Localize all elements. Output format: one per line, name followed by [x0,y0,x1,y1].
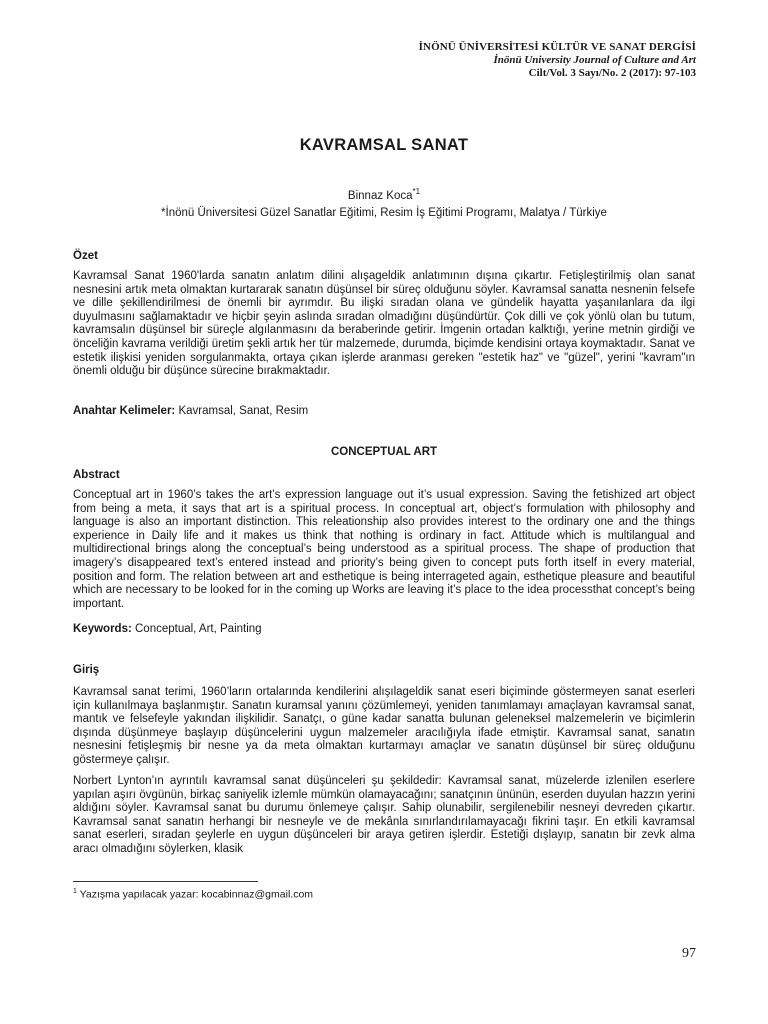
author-name: Binnaz Koca [347,189,413,202]
giris-section [73,664,695,676]
ozet-keywords-value: Kavramsal, Sanat, Resim [175,405,309,417]
affiliation: *İnönü Üniversitesi Güzel Sanatlar Eğitimi, Resim İş Eğitimi Programı, Malatya / Türkiye [161,207,607,219]
page-number: 97 [682,946,696,961]
abstract-text: Conceptual art in 1960’s takes the art’s expression language out it’s usual expression. Saving the fetishized art object from being a meta, it says that art is a spiritual process. In conceptual art, object’s formulation with philosophy and language is also an important distinction. This releationship also provides interest to the ordinary one and the things experience in Daily life and it makes us think that nothing is ordinary in fact. Attitude which is multilangual and multidirectional brings along the conceptual’s being understood as a spiritual process. The shape of production that imagery’s disappeared text’s entered instead and priority’s being given to concept puts forth itself in every material, position and form. The relation between art and esthetique is being interrageted again, esthetique pleasure and beautiful which are necessary to be looked for in the coming up Works are leaving it’s place to the idea processthat concept’s being important. [73,489,695,610]
paper-title: KAVRAMSAL SANAT [299,136,469,154]
ozet-section [73,250,695,262]
english-title: CONCEPTUAL ART [330,446,438,458]
ozet-keywords [73,405,695,417]
ozet-keywords-label: Anahtar Kelimeler: [73,405,176,417]
journal-name-en: İnönü University Journal of Culture and Art [493,54,696,66]
giris-heading: Giriş [73,664,100,676]
abstract-keywords [73,623,695,635]
ozet-text: Kavramsal Sanat 1960'larda sanatın anlatım dilini alışageldik anlatımının dışına çıkartır. Fetişleştirilmiş olan sanat nesnesini artık meta olmaktan kurtararak sanatın düşünsel bir süreç olduğunu söyler. Kavramsal sanatta nesnenin felsefe ve dille şekillendirilmesi de önemli bir ayrımdır. Bu ilişki sıradan olana ve gündelik hayatta yaşanılanlara da ilgi duyulmasını sağlamaktadır ve hiçbir şeyin aslında sıradan olmadığını düşündürtür. Çok dilli ve çok yönlü olan bu tutum, kavramsalın düşünsel bir süreçle algılanmasını da beraberinde getirir. İmgenin ortadan kalktığı, yerine metnin girdiği ve önceliğin kavrama verildiği üretim şekli artık her tür malzemede, durumda, biçimde kendisini ortaya koymaktadır. Sanat ve estetik ilişkisi yeniden sorgulanmakta, ortaya çıkan işlerde aranması gereken "estetik haz" ve "güzel", yerini "kavram"ın önemli olduğu bir düşünce sürecine bırakmaktadır. [73,270,695,378]
abstract-heading: Abstract [73,469,120,481]
giris-paragraph-1: Kavramsal sanat terimi, 1960’ların ortalarında kendilerini alışılageldik sanat eseri biçiminde göstermeyen sanat eserleri için kullanılmaya başlanmıştır. Sanatın kuramsal yanını çözümlemeyi, yeniden tanımlamayı amaçlayan kavramsal sanat, mantık ve felsefeyle yakından ilişkilidir. Sanatçı, o güne kadar sanatta bulunan geleneksel malzemelerin ve biçimlerin dışında düşünmeye başlayıp düşüncelerini uygun malzemeler aracılığıyla ifade etmiştir. Kavramsal sanat, sanatın nesnesini fetişleşmiş bir nesne ya da meta olmaktan kurtarmayı amaçlar ve sanatın düşünsel bir süreç olduğunu göstermeye çalışır. [73,686,695,766]
journal-volume: Cilt/Vol. 3 Sayı/No. 2 (2017): 97-103 [528,67,696,79]
giris-body-1 [73,686,695,768]
author-mark: *1 [412,187,421,196]
journal-name-tr: İNÖNÜ ÜNİVERSİTESİ KÜLTÜR VE SANAT DERGİSİ [418,41,696,53]
journal-header [419,41,696,80]
abstract-keywords-label: Keywords: [73,623,132,635]
footnote [73,888,313,901]
giris-body-2 [73,775,695,857]
ozet-heading: Özet [73,250,98,262]
ozet-body [73,270,695,379]
footnote-rule [73,881,258,882]
abstract-body [73,489,695,611]
giris-paragraph-2: Norbert Lynton’ın ayrıntılı kavramsal sanat düşünceleri şu şekildedir: Kavramsal sanat, müzelerde izlenilen eserlere yapılan aşırı övgünün, birkaç saniyelik izlemle mümkün olamayacağını; sanatçının ününün, eserden duyulan hazzın yerini aldığını söyler. Kavramsal sanat bu durumu önlemeye çalışır. Sahip olunabilir, sergilenebilir nesneyi devreden çıkartır. Kavramsal sanat sanatın herhangi bir nesneyle ve de mekânla sınırlandırılamayacağı fikrini taşır. En etkili kavramsal sanat eserleri, sıradan şeylerle en uygun düşünceleri bir araya getiren işlerdir. Estetiği dışlayıp, sanatın bir zevk alma aracı olmadığını söylerken, klasik [73,775,695,855]
author-line [0,187,768,202]
abstract-section [73,469,695,481]
footnote-text: Yazışma yapılacak yazar: kocabinnaz@gmail.com [76,888,314,901]
abstract-keywords-value: Conceptual, Art, Painting [131,623,262,635]
footnote-mark: 1 [73,888,77,895]
